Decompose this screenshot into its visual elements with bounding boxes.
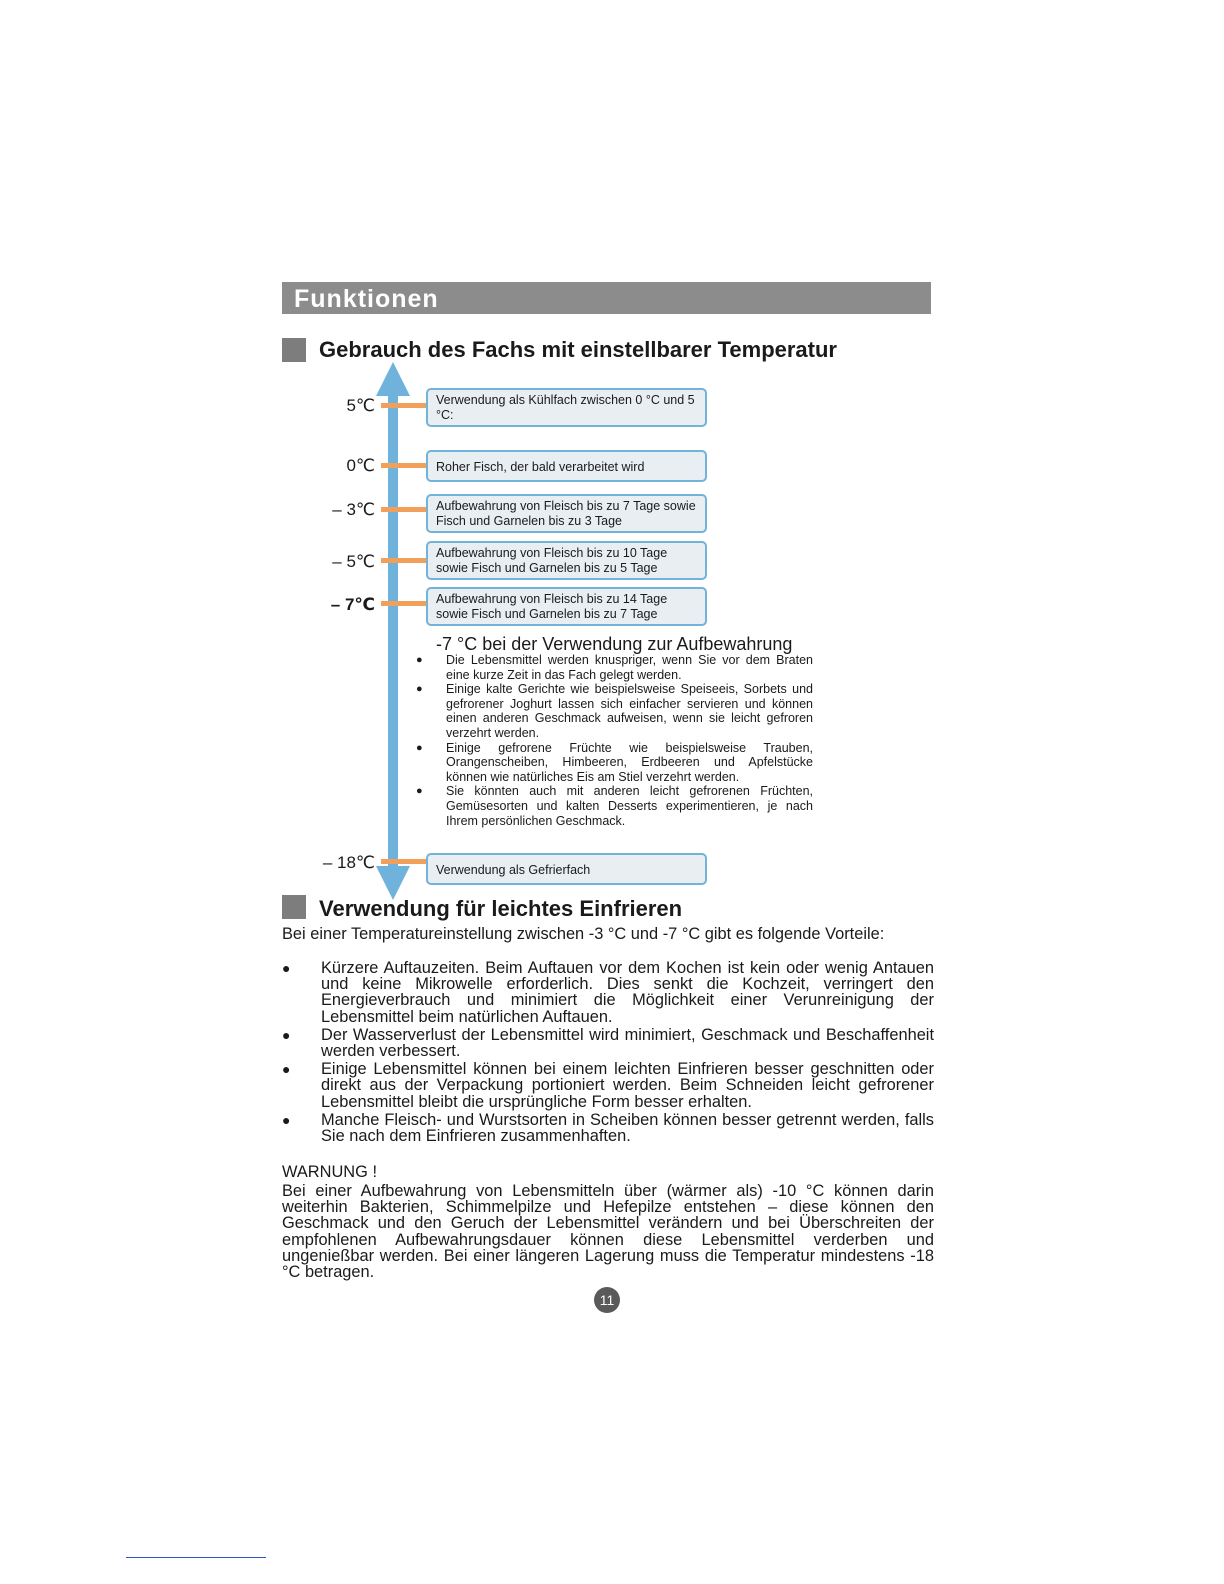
list-item: ● Der Wasserverlust der Lebensmittel wird minimiert, Geschmack und Beschaffenheit werden verbessert. (282, 1027, 934, 1059)
arrow-head-down (376, 866, 410, 900)
list-item: ● Einige kalte Gerichte wie beispielsweise Speiseeis, Sorbets und gefrorener Joghurt lassen sich einfacher servieren und können einen anderen Geschmack aufweisen, wenn sie leicht gefroren verzehrt werden. (416, 682, 813, 740)
arrow-head-up (376, 362, 410, 396)
section-marker-square (282, 895, 306, 919)
info-box-minus-18: Verwendung als Gefrierfach (426, 853, 707, 885)
temp-tick-5 (381, 403, 427, 408)
page-title: Funktionen (294, 285, 439, 313)
list-item: ● Einige Lebensmittel können bei einem leichten Einfrieren besser geschnitten oder direkt aus der Verpackung portioniert werden. Beim Schneiden leicht gefrorener Lebensmittel bleibt die ursprüngliche Form besser erhalten. (282, 1061, 934, 1110)
temp-tick-minus-3 (381, 507, 427, 512)
list-item: ● Manche Fleisch- und Wurstsorten in Scheiben können besser getrennt werden, falls Sie nach dem Einfrieren zusammenhaften. (282, 1112, 934, 1144)
footer-rule (126, 1557, 266, 1558)
light-freezing-benefit-list (282, 960, 934, 1146)
list-item: ● Kürzere Auftauzeiten. Beim Auftauen vor dem Kochen ist kein oder wenig Antauen und keine Mikrowelle erforderlich. Dies senkt die Kochzeit, verringert den Energieverbrauch und minimiert die Möglichkeit einer Verunreinigung der Lebensmittel beim natürlichen Auftauen. (282, 960, 934, 1025)
temp-label-5: 5℃ (346, 396, 375, 415)
list-item: ● Sie könnten auch mit anderen leicht gefrorenen Früchten, Gemüsesorten und kalten Desserts experimentieren, je nach Ihrem persönlichen Geschmack. (416, 784, 813, 828)
info-box-minus-3: Aufbewahrung von Fleisch bis zu 7 Tage sowie Fisch und Garnelen bis zu 3 Tage (426, 494, 707, 533)
light-freezing-intro: Bei einer Temperatureinstellung zwischen -3 °C und -7 °C gibt es folgende Vorteile: (282, 925, 885, 943)
list-item: ● Die Lebensmittel werden knuspriger, wenn Sie vor dem Braten eine kurze Zeit in das Fach gelegt werden. (416, 653, 813, 682)
temp-label-0: 0℃ (346, 456, 375, 475)
temp-label-minus-3: – 3℃ (332, 500, 375, 519)
info-box-minus-5: Aufbewahrung von Fleisch bis zu 10 Tage sowie Fisch und Garnelen bis zu 5 Tage (426, 541, 707, 580)
temp-label-minus-7: – 7℃ (330, 595, 375, 614)
info-box-minus-7: Aufbewahrung von Fleisch bis zu 14 Tage sowie Fisch und Garnelen bis zu 7 Tage (426, 587, 707, 626)
temp-label-minus-18: – 18℃ (322, 853, 375, 872)
section-header-bar (282, 282, 931, 314)
temp-tick-0 (381, 463, 427, 468)
section-title-light-freezing: Verwendung für leichtes Einfrieren (319, 896, 683, 921)
storage-heading: -7 °C bei der Verwendung zur Aufbewahrung (436, 634, 793, 654)
info-box-5: Verwendung als Kühlfach zwischen 0 °C und 5 °C: (426, 388, 707, 427)
temp-tick-minus-18 (381, 859, 427, 864)
list-item: ● Einige gefrorene Früchte wie beispielsweise Trauben, Orangenscheiben, Himbeeren, Erdbeeren und Apfelstücke können wie natürliches Eis am Stiel verzehrt werden. (416, 741, 813, 785)
storage-benefit-list (416, 653, 813, 828)
warning-text: Bei einer Aufbewahrung von Lebensmitteln über (wärmer als) -10 °C können darin weiterhin Bakterien, Schimmelpilze und Hefepilze entstehen – diese können den Geschmack und den Geruch der Lebensmittel verändern und bei Überschreiten der empfohlenen Aufbewahrungsdauer können diese Lebensmittel verderben und ungenießbar werden. Bei einer längeren Lagerung muss die Temperatur mindestens -18 °C betragen. (282, 1182, 934, 1282)
page-number-badge: 11 (594, 1287, 620, 1313)
temp-tick-minus-7 (381, 601, 427, 606)
temp-tick-minus-5 (381, 558, 427, 563)
section-marker-square (282, 338, 306, 362)
section-title-adjustable-compartment: Gebrauch des Fachs mit einstellbarer Temperatur (319, 337, 837, 362)
warning-title: WARNUNG ! (282, 1163, 377, 1181)
temperature-scale-arrow (374, 362, 412, 900)
info-box-0: Roher Fisch, der bald verarbeitet wird (426, 450, 707, 482)
temp-label-minus-5: – 5℃ (332, 552, 375, 571)
